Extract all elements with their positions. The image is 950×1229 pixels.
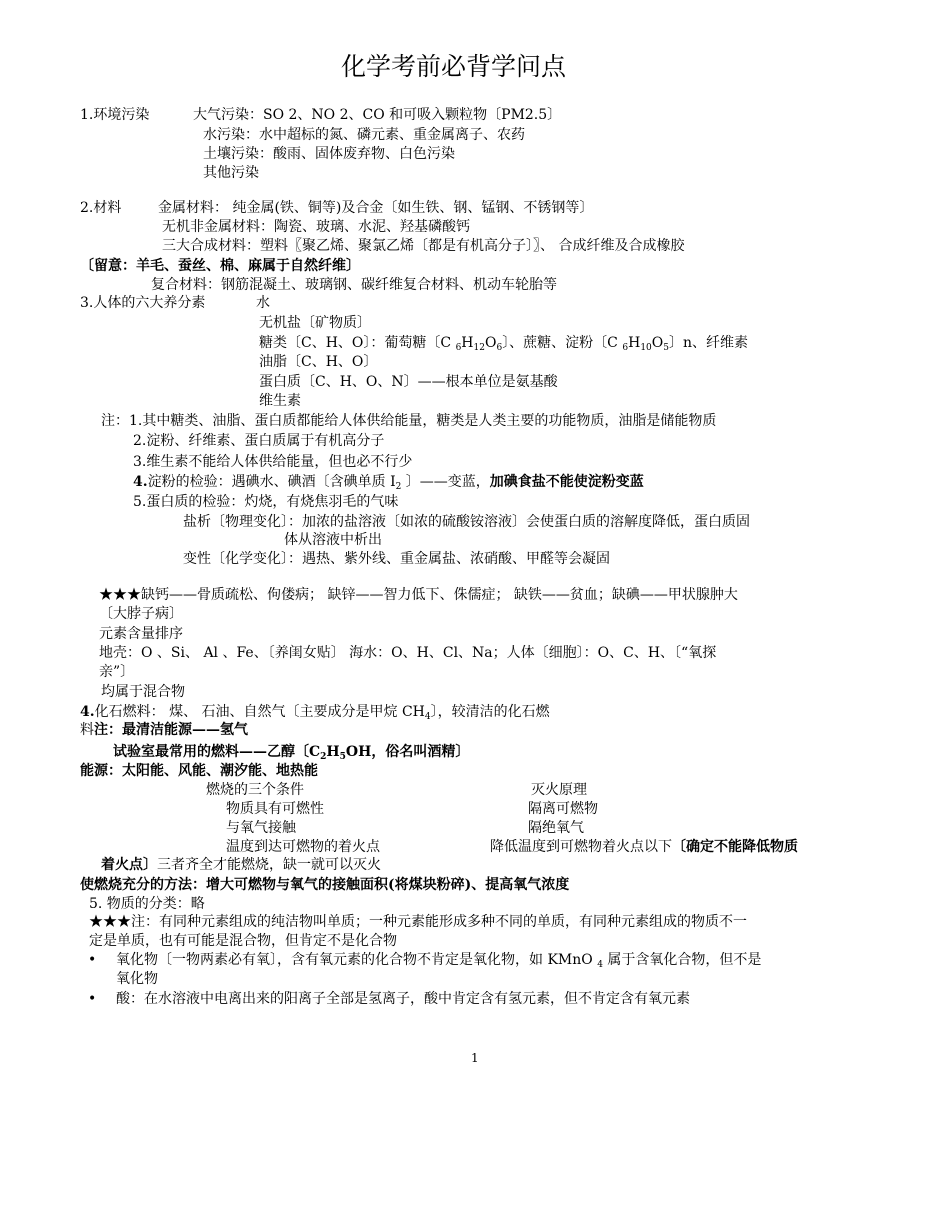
sec3-deficiency-line1: ★★★缺钙——骨质疏松、佝偻病； 缺锌——智力低下、侏儒症； 缺铁——贫血；缺碘——甲状腺肿大 [99,587,738,603]
sec3-note1: 注：1.其中糖类、油脂、蛋白质都能给人体供给能量，糖类是人类主要的功能物质，油脂是储能物质 [101,413,717,429]
sec5-label: 5. 物质的分类：略 [89,896,205,912]
sec1-label: 1.环境污染 [80,107,150,123]
sec5-bullet1-line2: 氧化物 [116,971,158,987]
sec5-note-line2: 定是单质，也有可能是混合物，但肯定不是化合物 [89,933,397,949]
page-title: 化学考前必背学问点 [341,52,567,81]
sec2-label: 2.材料 [80,200,122,216]
sec3-salting-line2: 体从溶液中析出 [284,532,382,548]
sec1-water-pollution: 水污染：水中超标的氮、磷元素、重金属离子、农药 [203,127,525,143]
sec4-full-burn: 使燃烧充分的方法：增大可燃物与氧气的接触面积(将煤块粉碎)、提高氧气浓度 [80,877,570,893]
sec3-protein: 蛋白质〔C、H、O、N〕——根本单位是氨基酸 [259,374,558,390]
sec3-sugar: 糖类〔C、H、O〕：葡萄糖〔C $_6H_{12}O_6$〕、蔗糖、淀粉〔C $_6H_{10}O_5$〕n、纤维素 [259,335,749,353]
sec3-note4: 4.淀粉的检验：遇碘水、碘酒〔含碘单质 $I_2$ 〕——变蓝，加碘食盐不能使淀粉变蓝 [133,474,644,492]
sec3-salt: 无机盐〔矿物质〕 [259,315,371,331]
page-number: 1 [471,1051,479,1065]
sec5-bullet1-line1: 氧化物〔一物两素必有氧〕，含有氧元素的化合物不肯定是氧化物，如 KMnO $_4$ 属于含氧化合物，但不是 [116,952,762,970]
sec3-mixture: 均属于混合物 [101,684,185,700]
sec2-metal: 金属材料： 纯金属(铁、铜等)及合金〔如生铁、钢、锰钢、不锈钢等〕 [158,200,594,216]
sec4-lab-fuel: 试验室最常用的燃料——乙醇〔$C_2H_5OH$，俗名叫酒精〕 [113,744,470,762]
sec4-burn-cond2: 与氧气接触 [226,820,296,836]
sec3-water: 水 [256,295,270,311]
sec3-deficiency-line2: 〔大脖子病〕 [99,606,183,622]
sec4-fire-method1: 隔离可燃物 [528,801,598,817]
sec3-salting-line1: 盐析〔物理变化〕：加浓的盐溶液〔如浓的硫酸铵溶液〕会使蛋白质的溶解度降低，蛋白质固 [183,514,750,530]
sec4-burn-title: 燃烧的三个条件 [206,782,304,798]
sec3-vitamin: 维生素 [259,393,301,409]
sec2-inorganic: 无机非金属材料：陶瓷、玻璃、水泥、羟基磷酸钙 [162,219,470,235]
sec3-element-title: 元素含量排序 [99,626,183,642]
sec3-element-line2: 亲”〕 [99,664,135,680]
sec4-fossil-line2: 料注：最清洁能源——氢气 [80,722,248,738]
sec3-fat: 油脂〔C、H、O〕 [259,354,378,370]
sec4-energy: 能源：太阳能、风能、潮汐能、地热能 [80,763,318,779]
sec4-fire-method3-cont: 着火点〕三者齐全才能燃烧，缺一就可以灭火 [101,857,381,873]
sec4-burn-cond3: 温度到达可燃物的着火点 [226,839,380,855]
sec4-fire-method3: 降低温度到可燃物着火点以下〔确定不能降低物质 [490,839,798,855]
sec4-fossil-line1: 4.化石燃料： 煤、 石油、自然气〔主要成分是甲烷 $CH_4$〕，较清洁的化石燃 [80,704,550,722]
sec4-fire-title: 灭火原理 [531,782,587,798]
sec3-label: 3.人体的六大养分素 [80,295,206,311]
sec3-note2: 2.淀粉、纤维素、蛋白质属于有机高分子 [133,433,385,449]
sec3-note5: 5.蛋白质的检验：灼烧，有烧焦羽毛的气味 [133,494,399,510]
sec1-air-pollution: 大气污染：SO 2、NO 2、CO 和可吸入颗粒物〔PM2.5〕 [193,107,562,123]
sec4-burn-cond1: 物质具有可燃性 [226,801,324,817]
bullet-icon: • [88,952,97,968]
sec5-bullet2: 酸：在水溶液中电离出来的阳离子全部是氢离子，酸中肯定含有氢元素，但不肯定含有氧元素 [116,991,690,1007]
sec1-other-pollution: 其他污染 [203,165,259,181]
sec3-note3: 3.维生素不能给人体供给能量，但也必不行少 [133,454,413,470]
sec3-denature: 变性〔化学变化〕：遇热、紫外线、重金属盐、浓硝酸、甲醛等会凝固 [183,551,610,567]
sec3-element-line1: 地壳：O 、Si、 Al 、Fe、〔养闺女贴〕 海水：O、H、Cl、Na；人体〔细胞〕：O、C、H、〔“氧探 [99,645,717,661]
sec1-soil-pollution: 土壤污染：酸雨、固体废弃物、白色污染 [203,146,455,162]
sec5-note-line1: ★★★注：有同种元素组成的纯洁物叫单质；一种元素能形成多种不同的单质，有同种元素组成的物质不一 [89,914,747,930]
sec2-note: 〔留意：羊毛、蚕丝、棉、麻属于自然纤维〕 [80,258,360,274]
sec2-composite: 复合材料：钢筋混凝土、玻璃钢、碳纤维复合材料、机动车轮胎等 [151,277,557,293]
bullet-icon: • [88,991,97,1007]
sec2-synthetic: 三大合成材料：塑料〖聚乙烯、聚氯乙烯〔都是有机高分子〕〗、 合成纤维及合成橡胶 [162,238,685,254]
sec4-fire-method2: 隔绝氧气 [528,820,584,836]
